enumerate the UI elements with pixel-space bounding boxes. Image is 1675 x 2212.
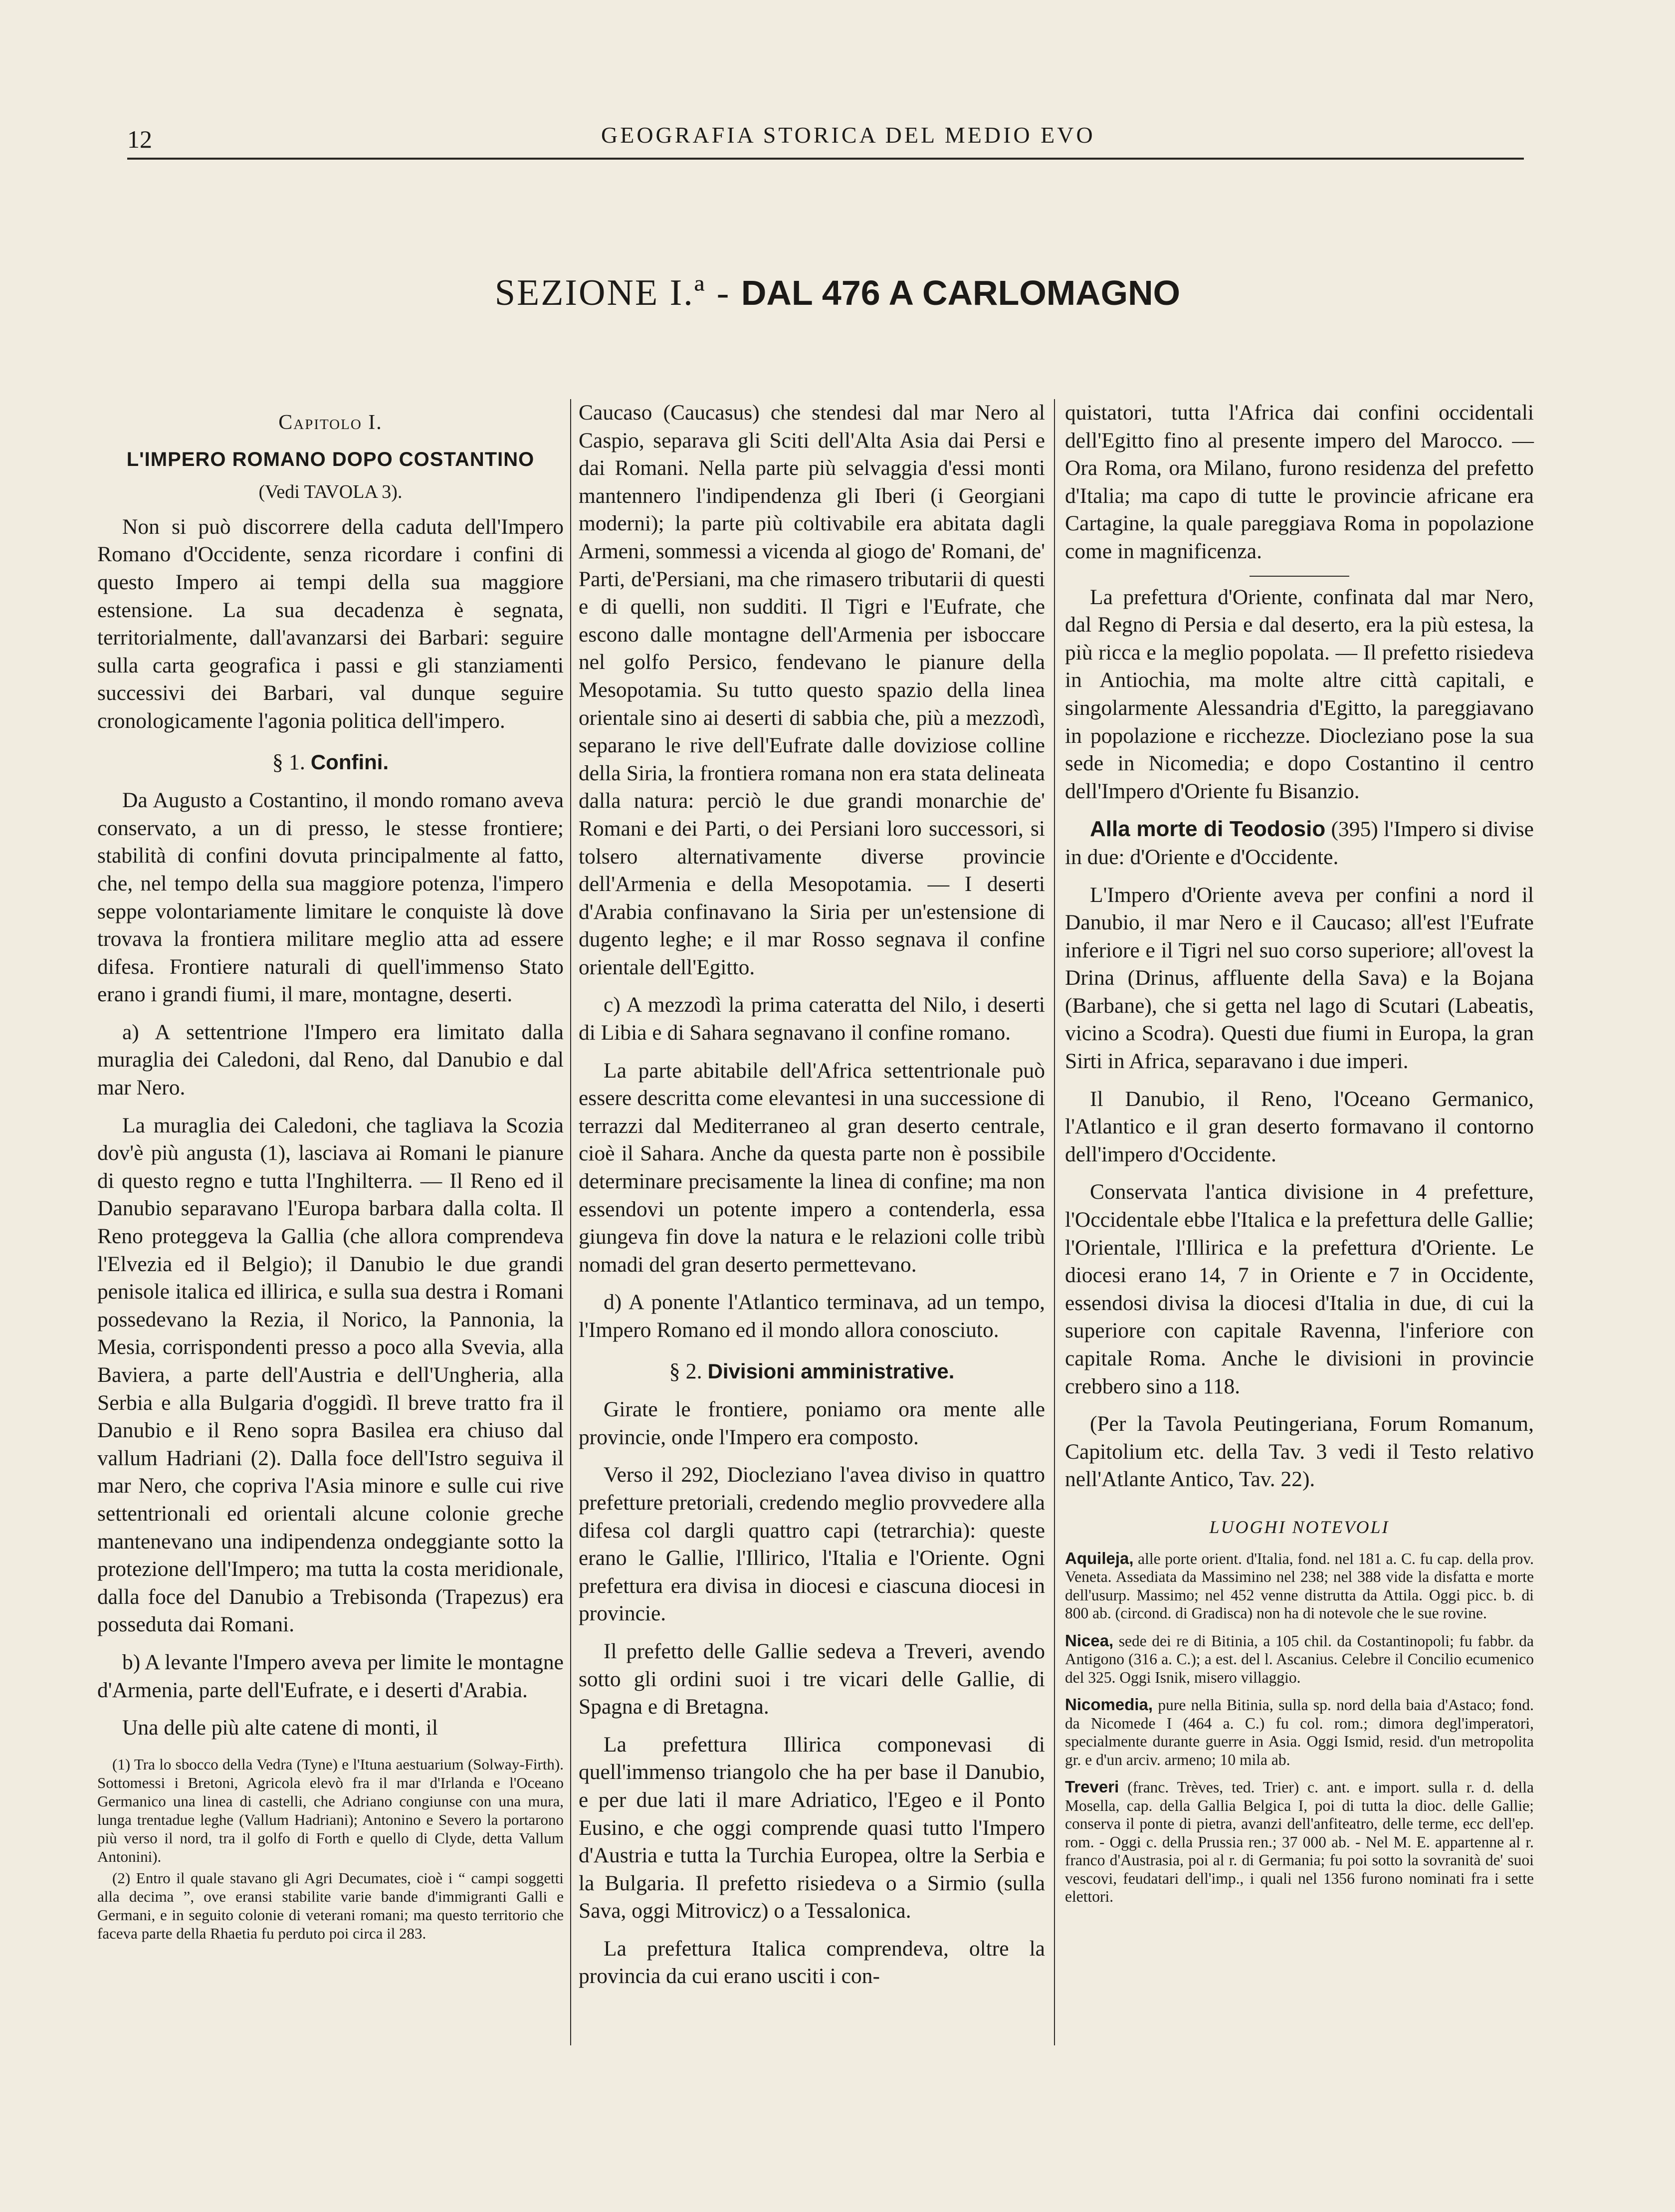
body-paragraph: Girate le frontiere, poniamo ora mente alle provincie, onde l'Impero era composto.: [579, 1397, 1045, 1449]
body-paragraph: Caucaso (Caucasus) che stendesi dal mar Nero al Caspio, separava gli Sciti dell'Alta Asia dai Persi e dai Romani. Nella parte più selvaggia d'essi monti mantennero l'indipendenza gli Iberi (i Georgiani moderni); la parte più coltivabile era abitata dagli Armeni, sommessi a vicenda al giogo de' Romani, de' Parti, de'Persiani, ma che rimasero tributarii di questi e di quelli, non sudditi. Il Tigri e l'Eufrate, che escono dalle montagne dell'Armenia per isboccare nel golfo Persico, fendevano le pianure della Mesopotamia. Su tutto questo spazio della linea orientale sino ai deserti di sabbia che, più a mezzodì, separano le rive dell'Eufrate dalle doviziose colline della Siria, la frontiera romana non era stata delineata dalla natura: perciò le due grandi monarchie de' Romani e dei Parti, o dei Persiani loro successori, si tolsero alternativamente diverse provincie dell'Armenia e della Mesopotamia. — I deserti d'Arabia confinavano la Siria per un'estensione di dugento leghe; e il mar Rosso segnava il confine orientale dell'Egitto.: [579, 401, 1045, 979]
header-rule: [127, 158, 1524, 160]
body-paragraph: Da Augusto a Costantino, il mondo romano aveva conservato, a un di presso, le stesse frontiere; stabilità di confini dovuta principalmente al fatto, che, nel tempo della sua maggiore potenza, l'impero seppe volontariamente limitare le conquiste là dove trovava la frontiera militare meglio atta ad essere difesa. Frontiere naturali di quell'immenso Stato erano i grandi fiumi, il mare, montagne, deserti.: [97, 788, 564, 1007]
lead-rest: (395) l'Impero si divise in due: d'Oriente e d'Occidente.: [1065, 817, 1534, 869]
paragraph-heading-divisioni: [579, 1357, 1045, 1385]
page-number: 12: [127, 125, 152, 153]
footnote: (1) Tra lo sbocco della Vedra (Tyne) e l'Ituna aestuarium (Solway-Firth). Sottomessi i Bretoni, Agricola elevò fra il mar d'Irlanda e l'Oceano Germanico una linea di castelli, che Adriano congiunse con una mura, lunga trentadue leghe (Vallum Hadriani); Antonino e Severo la portarono più verso il nord, tra il golfo di Forth e quello di Clyde, detta Vallum Antonini).: [97, 1755, 564, 1865]
place-name: Treveri: [1065, 1777, 1119, 1796]
body-paragraph: La muraglia dei Caledoni, che tagliava la Scozia dov'è più angusta (1), lasciava ai Romani le pianure di questo regno e tutta l'Inghilterra. — Il Reno ed il Danubio separavano l'Europa barbara dalla colta. Il Reno proteggeva la Gallia (che allora comprendeva l'Elvezia ed il Belgio); il Danubio le due grandi penisole italica ed illirica, e sulla sua destra i Romani possedevano la Rezia, il Norico, la Pannonia, la Mesia, corrispondenti presso a poco alla Svevia, alla Baviera, a parte dell'Austria e dell'Ungheria, alla Serbia e alla Bulgaria d'oggidì. Il breve tratto fra il Danubio e il Reno sopra Basilea era chiuso dal vallum Hadriani (2). Dalla foce dell'Istro seguiva il mar Nero, che copriva l'Asia minore e sulle cui rive settentrionali ed orientali alcune colonie greche mantenevano una indipendenza ondeggiante sotto la protezione dell'Impero; ma tutta la costa meridionale, dalla foce del Danubio a Trebisonda (Trapezus) era posseduta dai Romani.: [97, 1113, 564, 1637]
place-entry: [1065, 1778, 1534, 1906]
footnote: (2) Entro il quale stavano gli Agri Decumates, cioè i “ campi soggetti alla decima ”, ove eransi stabilite varie bande d'immigranti Galli e Germani, e in seguito colonie di veterani romani; ma questo territorio che faceva parte della Rhaetia fu perduto poi circa il 283.: [97, 1869, 564, 1942]
footnotes: [97, 1755, 564, 1943]
section-prefix: SEZIONE I.ª -: [494, 272, 741, 313]
luoghi-notevoli-title: LUOGHI NOTEVOLI: [1209, 1517, 1390, 1537]
body-paragraph: La parte abitabile dell'Africa settentrionale può essere descritta come elevantesi in una successione di terrazzi dal Mediterraneo al gran deserto centrale, cioè il Sahara. Anche da questa parte non è possibile determinare precisamente la linea di confine; ma non essendovi un potente impero a contenderla, essa giungeva fin dove la natura e le relazioni colle tribù nomadi del gran deserto permettevano.: [579, 1058, 1045, 1277]
place-text: pure nella Bitinia, sulla sp. nord della baia d'Astaco; fond. da Nicomede I (464 a. C.) fu col. rom.; dimora degl'imperatori, specialmente durante guerre in Asia. Oggi Ismid, resid. d'un metropolita gr. e d'un arciv. armeno; 10 mila ab.: [1065, 1696, 1534, 1769]
body-paragraph: La prefettura Illirica componevasi di quell'immenso triangolo che ha per base il Danubio, e per due lati il mare Adriatico, l'Egeo e il Ponto Eusino, e che oggi comprende quasi tutto l'Impero d'Austria e tutta la Turchia Europea, oltre la Serbia e la Bulgaria. Il prefetto risiedeva o a Sirmio (sulla Sava, oggi Mitrovicz) o a Tessalonica.: [579, 1732, 1045, 1923]
body-paragraph: b) A levante l'Impero aveva per limite le montagne d'Armenia, parte dell'Eufrate, e i deserti d'Arabia.: [97, 1650, 564, 1702]
body-paragraph: (Per la Tavola Peutingeriana, Forum Romanum, Capitolium etc. della Tav. 3 vedi il Testo relativo nell'Atlante Antico, Tav. 22).: [1065, 1412, 1534, 1492]
intro-paragraph: Non si può discorrere della caduta dell'Impero Romano d'Occidente, senza ricordare i confini di questo Impero ai tempi della sua maggiore estensione. La sua decadenza è segnata, territorialmente, dall'avanzarsi dei Barbari: seguire sulla carta geografica i passi e gli stanziamenti successivi dei Barbari, val dunque seguire cronologicamente l'agonia politica dell'impero.: [97, 514, 564, 733]
body-paragraph: Il Danubio, il Reno, l'Oceano Germanico, l'Atlantico e il gran deserto formavano il contorno dell'impero d'Occidente.: [1065, 1087, 1534, 1166]
paragraph-heading-confini: [97, 748, 564, 776]
body-paragraph: quistatori, tutta l'Africa dai confini occidentali dell'Egitto fino al presente impero del Marocco. — Ora Roma, ora Milano, furono residenza del prefetto d'Italia; ma capo di tutte le provincie africane era Cartagine, la quale pareggiava Roma in popolazione come in magnificenza.: [1065, 401, 1534, 563]
column-divider-2: [1054, 399, 1055, 2045]
body-paragraph: La prefettura d'Oriente, confinata dal mar Nero, dal Regno di Persia e dal deserto, era la più estesa, la più ricca e la meglio popolata. — Il prefetto risiedeva in Antiochia, ma molte altre città capitali, e singolarmente Alessandria d'Egitto, la pareggiavano in popolazione e ricchezze. Diocleziano pose la sua sede in Nicomedia; e dopo Costantino il centro dell'Impero d'Oriente fu Bisanzio.: [1065, 585, 1534, 803]
column-left: [97, 399, 564, 1946]
paragraph-title: Confini.: [310, 750, 389, 774]
paragraph-number: § 1.: [272, 749, 311, 774]
column-middle: [579, 399, 1045, 2000]
divider: [1250, 576, 1349, 577]
chapter-title: L'IMPERO ROMANO DOPO COSTANTINO: [126, 448, 535, 470]
body-paragraph: Verso il 292, Diocleziano l'avea diviso in quattro prefetture pretoriali, credendo meglio provvedere alla difesa col dargli quattro capi (tetrarchia): queste erano le Gallie, l'Illirico, l'Italia e l'Oriente. Ogni prefettura era divisa in diocesi e ciascuna diocesi in provincie.: [579, 1463, 1045, 1626]
body-paragraph: [1065, 815, 1534, 871]
place-entry: [1065, 1696, 1534, 1769]
running-title: GEOGRAFIA STORICA DEL MEDIO EVO: [601, 122, 1095, 148]
body-paragraph: L'Impero d'Oriente aveva per confini a nord il Danubio, il mar Nero e il Caucaso; all'est l'Eufrate inferiore e il Tigri nel suo corso superiore; all'ovest la Drina (Drinus, affluente della Sava) e la Bojana (Barbane), che si getta nel lago di Scutari (Labeatis, vicino a Scodra). Questi due fiumi in Europa, la gran Sirti in Africa, separavano i due imperi.: [1065, 883, 1534, 1074]
place-name: Nicea,: [1065, 1631, 1114, 1650]
body-paragraph: c) A mezzodì la prima cateratta del Nilo, i deserti di Libia e di Sahara segnavano il confine romano.: [579, 993, 1045, 1045]
body-paragraph: d) A ponente l'Atlantico terminava, ad un tempo, l'Impero Romano ed il mondo allora conosciuto.: [579, 1290, 1045, 1342]
place-text: sede dei re di Bitinia, a 105 chil. da Costantinopoli; fu fabbr. da Antigono (316 a. C.); a est. del l. Ascanius. Celebre il Concilio ecumenico del 325. Oggi Isnik, misero villaggio.: [1065, 1632, 1534, 1686]
body-paragraph: Il prefetto delle Gallie sedeva a Treveri, avendo sotto gli ordini suoi i tre vicari delle Gallie, di Spagna e di Bretagna.: [579, 1639, 1045, 1719]
place-text: (franc. Trèves, ted. Trier) c. ant. e import. sulla r. d. della Mosella, cap. della Gallia Belgica I, poi di tutta la dioc. delle Gallie; conserva il ponte di pietra, avanzi dell'anfiteatro, delle terme, ecc dell'ep. rom. - Oggi c. della Prussia ren.; 37 000 ab. - Nel M. E. appartenne al r. franco d'Austrasia, poi al r. di Germania; fu poi sotto la sovranità de' suoi vescovi, feudatari dell'imp., i quali nel 1356 furono nominati fra i sette elettori.: [1065, 1778, 1534, 1906]
body-paragraph: Conservata l'antica divisione in 4 prefetture, l'Occidentale ebbe l'Italica e la prefettura delle Gallie; l'Orientale, l'Illirica e la prefettura d'Oriente. Le diocesi erano 14, 7 in Oriente e 7 in Occidente, essendosi divisa la diocesi d'Italia in due, di cui la superiore con capitale Ravenna, l'inferiore con capitale Roma. Anche le divisioni in provincie crebbero sino a 118.: [1065, 1180, 1534, 1398]
column-right: [1065, 399, 1534, 1915]
column-divider-1: [570, 399, 571, 2045]
chapter-ref: (Vedi TAVOLA 3).: [258, 481, 403, 503]
body-paragraph: Una delle più alte catene di monti, il: [122, 1716, 438, 1740]
place-text: alle porte orient. d'Italia, fond. nel 181 a. C. fu cap. della prov. Veneta. Assediata da Massimino nel 238; nel 388 vide la disfatta e morte dell'usurp. Massimo; nel 452 venne distrutta da Attila. Oggi picc. b. di 800 ab. (circond. di Gradisca) non ha di notevole che le sue rovine.: [1065, 1549, 1534, 1622]
page-header: [127, 119, 1524, 166]
paragraph-title: Divisioni amministrative.: [707, 1359, 955, 1383]
place-name: Aquileja,: [1065, 1548, 1134, 1567]
body-paragraph: La prefettura Italica comprendeva, oltre la provincia da cui erano usciti i con-: [579, 1936, 1045, 1989]
place-entry: [1065, 1632, 1534, 1687]
chapter-label: Capitolo I.: [278, 411, 383, 434]
paragraph-number: § 2.: [669, 1358, 708, 1383]
place-name: Nicomedia,: [1065, 1695, 1153, 1714]
section-title: [0, 272, 1675, 314]
place-entry: [1065, 1549, 1534, 1623]
section-heading: DAL 476 A CARLOMAGNO: [741, 273, 1181, 312]
body-paragraph: a) A settentrione l'Impero era limitato dalla muraglia dei Caledoni, dal Reno, dal Danubio e dal mar Nero.: [97, 1020, 564, 1100]
lead-in: Alla morte di Teodosio: [1090, 817, 1326, 842]
